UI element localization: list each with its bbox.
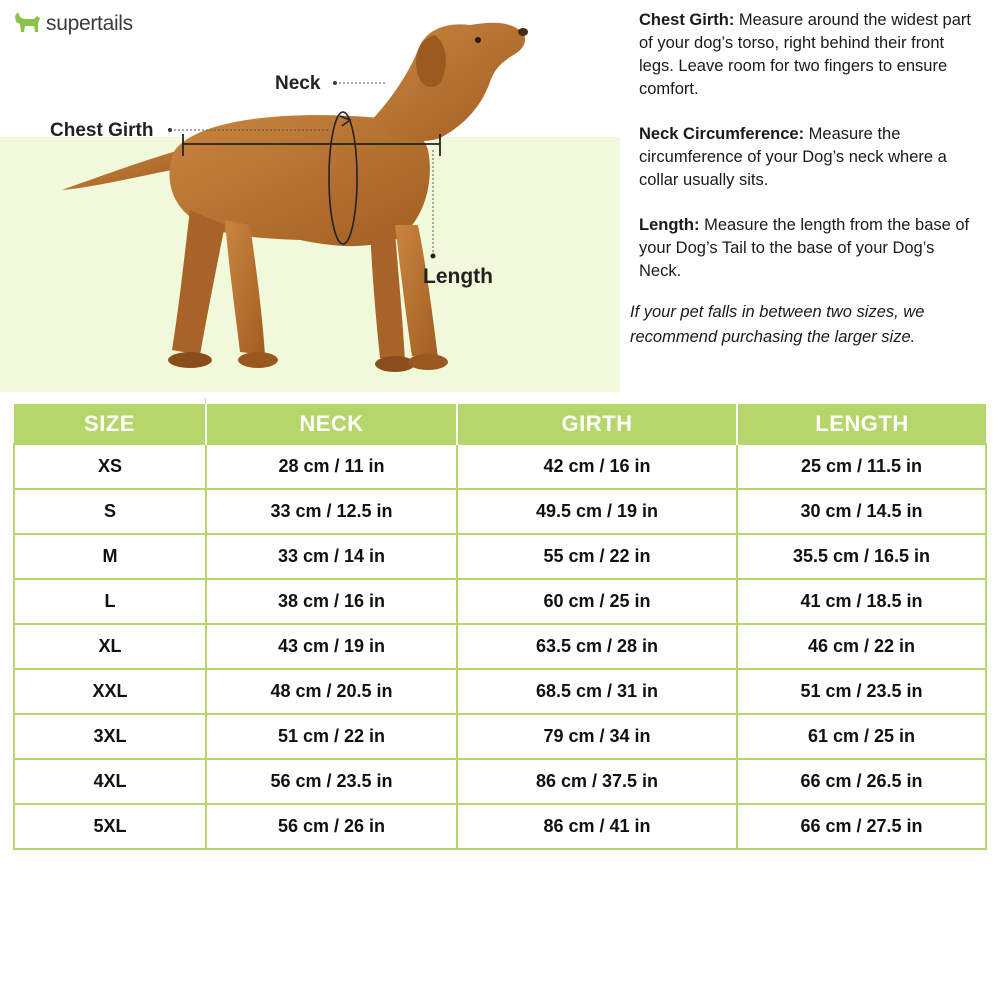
table-row [14, 624, 986, 669]
cell-girth: 68.5 cm / 31 in [457, 669, 737, 714]
dog-back-leg-2 [225, 220, 265, 355]
cell-length: 66 cm / 26.5 in [737, 759, 986, 804]
measurement-instructions [639, 9, 979, 305]
dog-neck-head [370, 23, 525, 141]
cell-length: 41 cm / 18.5 in [737, 579, 986, 624]
table-row [14, 804, 986, 849]
dog-paw [238, 352, 278, 368]
neck-label: Neck [275, 73, 321, 94]
header-girth: GIRTH [457, 404, 737, 444]
table-row [14, 669, 986, 714]
size-chart-table [13, 404, 987, 850]
cell-neck: 56 cm / 26 in [206, 804, 457, 849]
cell-size: L [14, 579, 206, 624]
cell-neck: 56 cm / 23.5 in [206, 759, 457, 804]
cell-length: 51 cm / 23.5 in [737, 669, 986, 714]
cell-length: 25 cm / 11.5 in [737, 444, 986, 489]
dog-logo-icon [12, 10, 42, 38]
instruction-title: Chest Girth: [639, 11, 735, 29]
cell-neck: 48 cm / 20.5 in [206, 669, 457, 714]
cell-size: XS [14, 444, 206, 489]
instruction-title: Length: [639, 216, 700, 234]
cell-girth: 55 cm / 22 in [457, 534, 737, 579]
dog-illustration [50, 10, 550, 390]
instruction-title: Neck Circumference: [639, 125, 805, 143]
dog-eye [475, 37, 481, 43]
length-label: Length [423, 265, 493, 288]
cell-girth: 86 cm / 41 in [457, 804, 737, 849]
dog-paw [408, 354, 448, 370]
table-row [14, 759, 986, 804]
header-length: LENGTH [737, 404, 986, 444]
table-row [14, 489, 986, 534]
table-row [14, 534, 986, 579]
cell-neck: 38 cm / 16 in [206, 579, 457, 624]
cell-length: 30 cm / 14.5 in [737, 489, 986, 534]
cell-girth: 60 cm / 25 in [457, 579, 737, 624]
header-neck: NECK [206, 404, 457, 444]
cell-size: XXL [14, 669, 206, 714]
chest-girth-label: Chest Girth [50, 120, 154, 141]
length-leader-dot [431, 254, 436, 259]
table-row [14, 579, 986, 624]
cell-length: 66 cm / 27.5 in [737, 804, 986, 849]
cell-length: 61 cm / 25 in [737, 714, 986, 759]
size-recommendation-note: If your pet falls in between two sizes, we recommend purchasing the larger size. [630, 303, 925, 346]
cell-girth: 42 cm / 16 in [457, 444, 737, 489]
dog-paw [168, 352, 212, 368]
cell-girth: 49.5 cm / 19 in [457, 489, 737, 534]
instruction-text: Measure around the widest part of your dog’s torso, right behind their front legs. Leave room for two fingers to ensure comfort. [639, 11, 971, 98]
cell-neck: 51 cm / 22 in [206, 714, 457, 759]
dog-ear [416, 35, 446, 87]
cell-size: S [14, 489, 206, 534]
cell-size: 3XL [14, 714, 206, 759]
table-row [14, 444, 986, 489]
cell-size: 5XL [14, 804, 206, 849]
dog-nose [518, 28, 528, 36]
dog-back-leg-1 [172, 210, 225, 355]
instruction-chest-girth [639, 9, 979, 101]
cell-girth: 63.5 cm / 28 in [457, 624, 737, 669]
cell-size: 4XL [14, 759, 206, 804]
cell-neck: 33 cm / 14 in [206, 534, 457, 579]
instruction-text: Measure the length from the base of your Dog’s Tail to the base of your Dog’s Neck. [639, 216, 970, 280]
instruction-neck [639, 123, 979, 192]
cell-length: 46 cm / 22 in [737, 624, 986, 669]
table-header-row [14, 404, 986, 444]
cell-size: M [14, 534, 206, 579]
table-row [14, 714, 986, 759]
instruction-length [639, 214, 979, 283]
header-size: SIZE [14, 404, 206, 444]
cell-size: XL [14, 624, 206, 669]
cell-girth: 86 cm / 37.5 in [457, 759, 737, 804]
cell-girth: 79 cm / 34 in [457, 714, 737, 759]
instruction-text: Measure the circumference of your Dog’s neck where a collar usually sits. [639, 125, 947, 189]
cell-neck: 33 cm / 12.5 in [206, 489, 457, 534]
brand-name: supertails [46, 12, 133, 35]
dog-tail [62, 150, 182, 190]
cell-neck: 43 cm / 19 in [206, 624, 457, 669]
cell-neck: 28 cm / 11 in [206, 444, 457, 489]
cell-length: 35.5 cm / 16.5 in [737, 534, 986, 579]
